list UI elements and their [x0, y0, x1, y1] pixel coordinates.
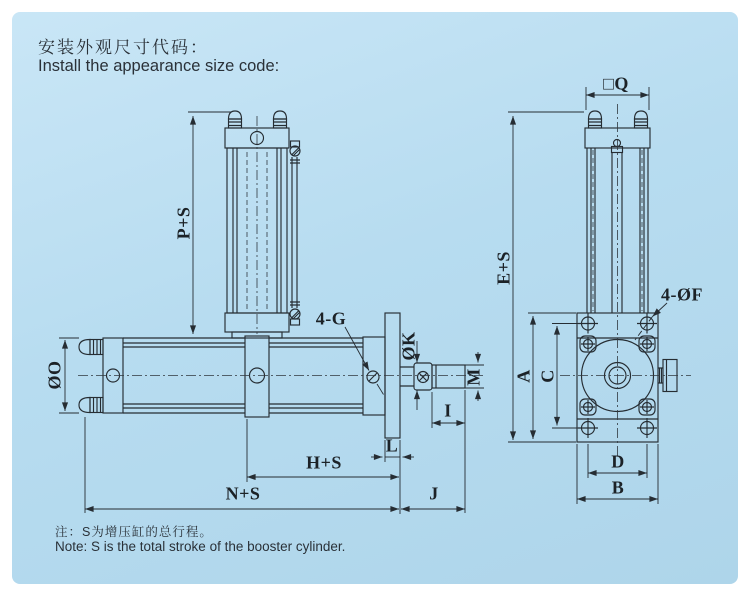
footnote-english: Note: S is the total stroke of the booster cylinder.	[55, 539, 346, 554]
dim-label-4-phi-f: 4-ØF	[661, 284, 703, 305]
dim-label-n-plus-s: N+S	[225, 483, 261, 504]
dim-label-p-plus-s: P+S	[173, 206, 194, 240]
right-view-flange-face	[577, 313, 677, 442]
footnote-chinese: 注：S为增压缸的总行程。	[55, 525, 213, 539]
dim-label-a: A	[513, 369, 534, 383]
page-title-chinese: 安装外观尺寸代码：	[38, 38, 209, 57]
dim-label-square-q: □Q	[603, 73, 629, 94]
dim-label-4-g: 4-G	[315, 308, 347, 329]
left-view-vertical-cylinder	[225, 111, 300, 338]
dim-label-phi-o: ØO	[44, 360, 65, 390]
dim-label-e-plus-s: E+S	[493, 251, 514, 285]
dim-label-b: B	[611, 477, 625, 498]
dim-label-h-plus-s: H+S	[306, 452, 342, 473]
hidden-lines	[247, 150, 642, 311]
dim-label-m: M	[463, 368, 484, 386]
dim-label-c: C	[537, 369, 558, 383]
dim-label-i: I	[444, 400, 452, 421]
dim-label-l: L	[385, 435, 399, 456]
dim-label-d: D	[611, 451, 625, 472]
dimension-lines	[59, 87, 667, 514]
dim-label-phi-k: ØK	[398, 331, 419, 361]
dim-label-j: J	[429, 483, 439, 504]
page-title-english: Install the appearance size code:	[38, 57, 280, 75]
